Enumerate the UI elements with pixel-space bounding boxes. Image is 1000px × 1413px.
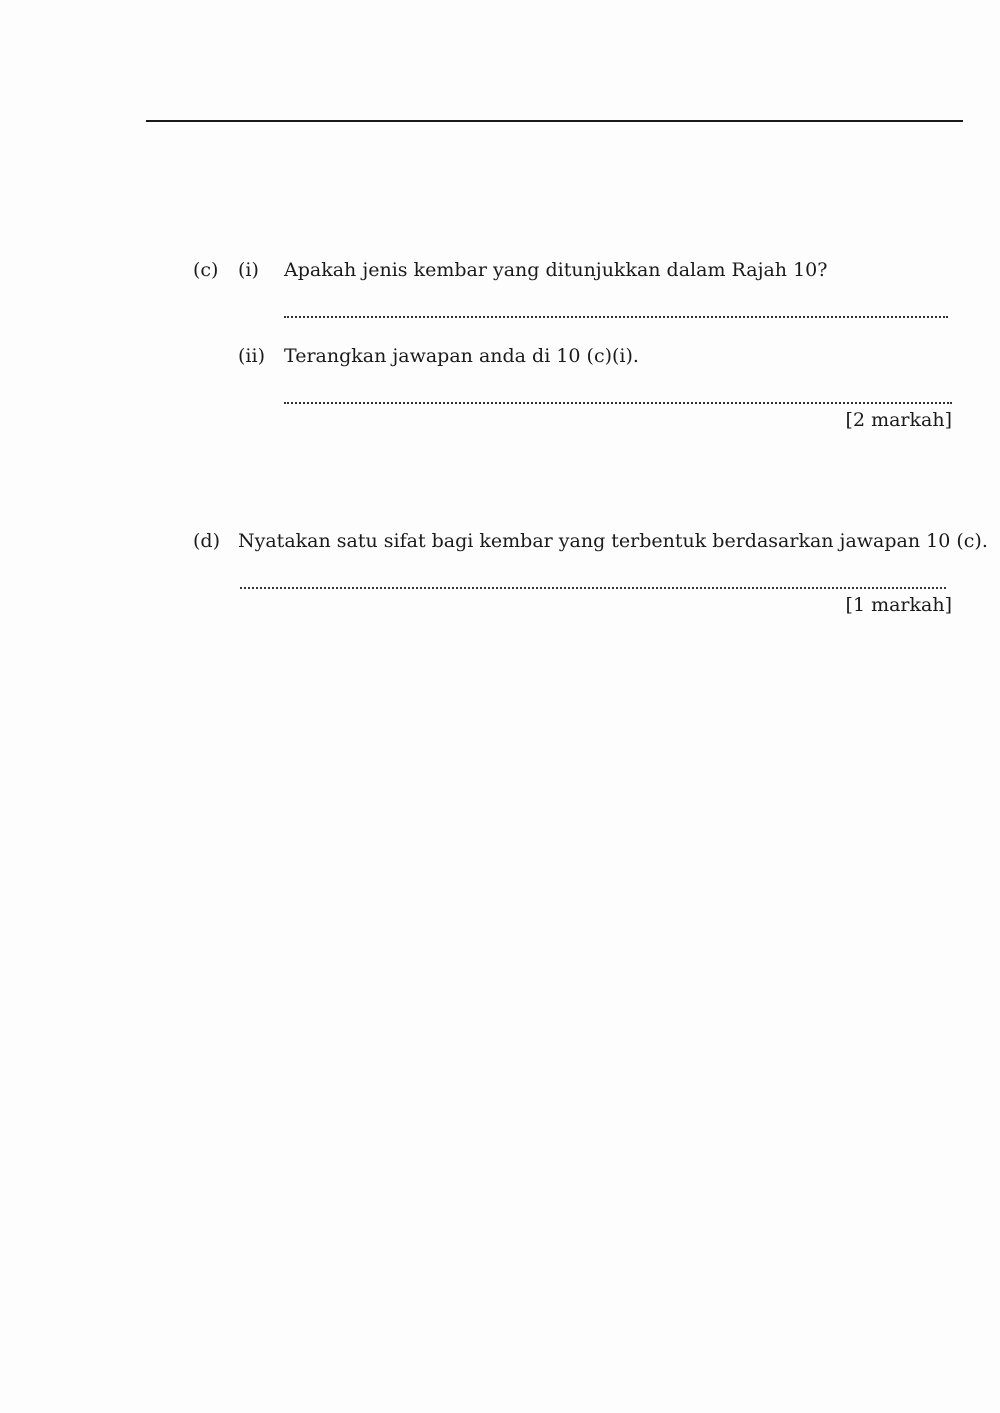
question-c-i-label: (i) — [238, 259, 259, 281]
question-c-label: (c) — [193, 259, 219, 281]
question-c-i-text: Apakah jenis kembar yang ditunjukkan dalam Rajah 10? — [284, 259, 828, 281]
marks-c: [2 markah] — [845, 409, 952, 431]
header-rule — [146, 120, 963, 122]
answer-line-c-i[interactable] — [284, 316, 948, 318]
question-d-label: (d) — [193, 530, 220, 552]
question-c-ii-label: (ii) — [238, 345, 265, 367]
marks-d: [1 markah] — [845, 594, 952, 616]
question-d-text: Nyatakan satu sifat bagi kembar yang terbentuk berdasarkan jawapan 10 (c). — [238, 530, 988, 552]
answer-line-d[interactable] — [240, 587, 946, 589]
question-c-ii-text: Terangkan jawapan anda di 10 (c)(i). — [284, 345, 639, 367]
answer-line-c-ii[interactable] — [284, 402, 952, 404]
